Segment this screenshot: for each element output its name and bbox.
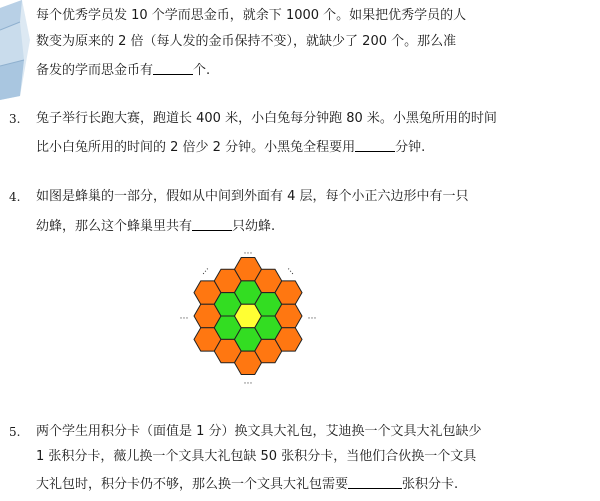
problem-2-line-2: 数变为原来的 2 倍（每人发的金币保持不变），就缺少了 200 个。那么准 xyxy=(36,34,457,49)
problem-4-text: 幼蜂，那么这个蜂巢里共有 xyxy=(36,219,193,234)
problem-2-text: 备发的学而思金币有 xyxy=(36,63,154,78)
problem-5-line-3 xyxy=(36,474,458,493)
problem-3-line-1: 兔子举行长跑大赛，跑道长 400 米，小白兔每分钟跑 80 米。小黑兔所用的时间 xyxy=(36,111,497,126)
problem-5-line-1: 两个学生用积分卡（面值是 1 分）换文具大礼包，艾迪换一个文具大礼包缺少 xyxy=(36,424,482,439)
problem-5-unit: 张积分卡. xyxy=(402,477,459,492)
problem-3-unit: 分钟. xyxy=(395,140,426,155)
continuation-ellipsis: … xyxy=(307,311,317,322)
continuation-ellipsis: … xyxy=(243,376,253,384)
problem-3-text: 比小白兔所用的时间的 2 倍少 2 分钟。小黑兔全程要用 xyxy=(36,140,356,155)
problem-number: 3. xyxy=(9,112,21,126)
problem-3-line-2 xyxy=(36,137,425,156)
answer-blank xyxy=(348,474,402,489)
problem-number: 4. xyxy=(9,190,21,204)
answer-blank xyxy=(153,60,193,75)
continuation-ellipsis: … xyxy=(197,263,212,277)
problem-5-text: 大礼包时，积分卡仍不够，那么换一个文具大礼包需要 xyxy=(36,477,349,492)
problem-2-line-3 xyxy=(36,60,210,79)
problem-2-unit: 个. xyxy=(193,63,211,78)
problem-5-line-2: 1 张积分卡，薇儿换一个文具大礼包缺 50 张积分卡，当他们合伙换一个文具 xyxy=(36,449,477,464)
honeycomb-figure xyxy=(178,248,318,384)
problem-4-unit: 只幼蜂. xyxy=(232,219,276,234)
continuation-ellipsis: … xyxy=(284,263,299,277)
answer-blank xyxy=(192,216,232,231)
decorative-cube-graphic xyxy=(0,0,34,100)
continuation-ellipsis: … xyxy=(243,248,253,257)
continuation-ellipsis: … xyxy=(179,311,189,322)
answer-blank xyxy=(355,137,395,152)
problem-4-line-2 xyxy=(36,216,275,235)
problem-4-line-1: 如图是蜂巢的一部分，假如从中间到外面有 4 层，每个小正六边形中有一只 xyxy=(36,189,469,204)
problem-number: 5. xyxy=(9,425,21,439)
problem-2-line-1: 每个优秀学员发 10 个学而思金币，就余下 1000 个。如果把优秀学员的人 xyxy=(36,8,467,23)
